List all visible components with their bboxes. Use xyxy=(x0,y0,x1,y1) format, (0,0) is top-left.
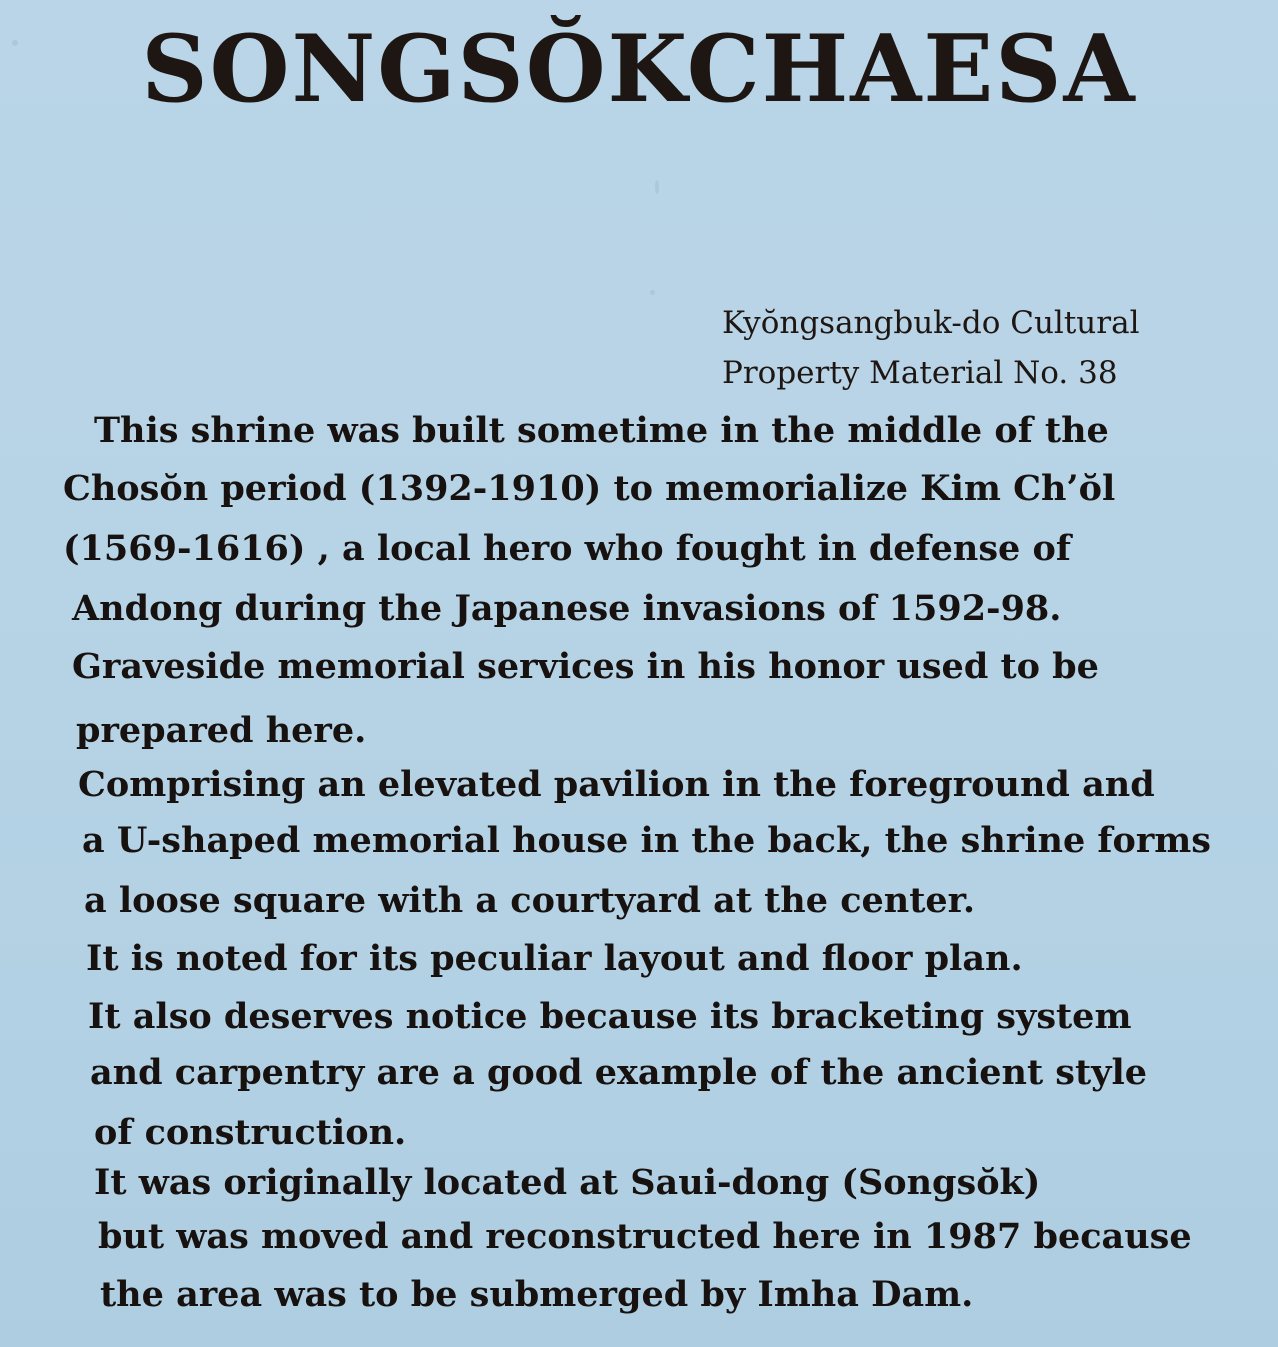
speck xyxy=(655,180,659,194)
description-line-10: It is noted for its peculiar layout and floor plan. xyxy=(86,938,1023,979)
description-line-12: and carpentry are a good example of the ancient style xyxy=(90,1052,1148,1093)
description-line-3: (1569-1616) , a local hero who fought in defense of xyxy=(63,528,1071,569)
description-line-7: Comprising an elevated pavilion in the foreground and xyxy=(78,764,1155,805)
description-line-6: prepared here. xyxy=(76,710,367,751)
description-line-4: Andong during the Japanese invasions of 1592-98. xyxy=(72,588,1062,629)
designation-line-1: Kyŏngsangbuk-do Cultural xyxy=(722,305,1140,341)
description-line-14: It was originally located at Saui-dong (Songsŏk) xyxy=(94,1162,1041,1203)
description-line-1: This shrine was built sometime in the middle of the xyxy=(94,410,1109,451)
description-line-16: the area was to be submerged by Imha Dam. xyxy=(100,1274,974,1315)
sign-title: SONGSŎKCHAESA xyxy=(141,14,1137,123)
description-line-9: a loose square with a courtyard at the center. xyxy=(84,880,976,921)
cultural-property-designation xyxy=(722,298,1140,398)
speck xyxy=(650,290,655,295)
description-line-11: It also deserves notice because its bracketing system xyxy=(88,996,1132,1037)
description-line-2: Chosŏn period (1392-1910) to memorialize Kim Ch’ŏl xyxy=(63,468,1116,509)
description-line-15: but was moved and reconstructed here in 1987 because xyxy=(98,1216,1192,1257)
description-line-5: Graveside memorial services in his honor used to be xyxy=(72,646,1099,687)
designation-line-2: Property Material No. 38 xyxy=(722,355,1118,391)
description-line-8: a U-shaped memorial house in the back, the shrine forms xyxy=(82,820,1212,861)
description-line-13: of construction. xyxy=(94,1112,407,1153)
